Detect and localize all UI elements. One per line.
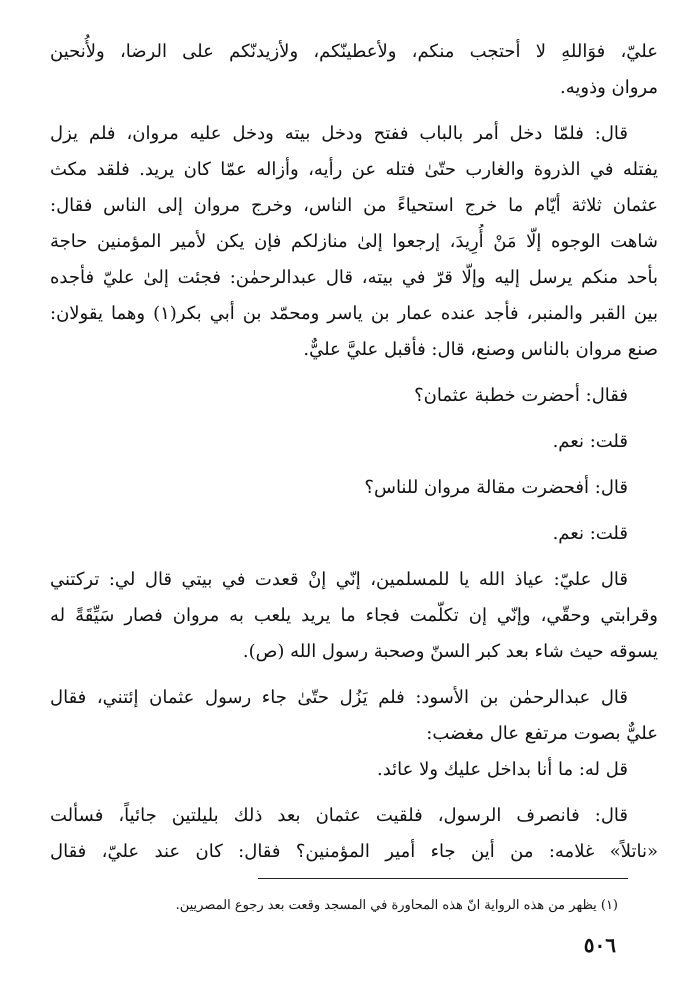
text-line: «ناتلاً» غلامه: من أين جاء أمير المؤمنين؟ فقال: كان عند عليّ، فقال	[50, 841, 658, 862]
text-line: عثمان ثلاثة أيّام ما خرج استحياءً من الناس، وخرج مروان إلى الناس فقال:	[50, 195, 658, 216]
text-line: بأحد منكم يرسل إليه وإلّا قرّ في بيته، قال عبدالرحمٰن: فجئت إلىٰ عليّ فأجده	[50, 267, 658, 288]
text-line: قال عليّ: عياذ الله يا للمسلمين، إنّي إنْ قعدت في بيتي قال لي: تركتني	[50, 569, 628, 590]
text-line: فقال: أحضرت خطبة عثمان؟	[414, 385, 628, 406]
text-line: يسوقه حيث شاء بعد كبر السنّ وصحبة رسول الله (ص).	[242, 641, 658, 662]
text-line: يفتله في الذروة والغارب حتّىٰ فتله عن رأيه، وأزاله عمّا كان يريد. فلقد مكث	[50, 159, 658, 180]
page-number: ٥٠٦	[583, 933, 616, 957]
text-line: عليّ، فوَاللهِ لا أحتجب منكم، ولأعطينّكم، ولأزيدنّكم على الرضا، ولأُنحين	[50, 41, 658, 62]
text-line: صنع مروان بالناس وصنع، قال: فأقبل عليَّ عليٌّ.	[303, 339, 658, 360]
text-line: قال: فانصرف الرسول، فلقيت عثمان بعد ذلك بليلتين جائياً، فسألت	[50, 805, 629, 826]
text-line: بين القبر والمنبر، فأجد عنده عمار بن ياسر ومحمّد بن أبي بكر(١) وهما يقولان:	[50, 303, 658, 324]
text-line: شاهت الوجوه إلّا مَنْ أُرِيدَ، إرجعوا إلىٰ منازلكم فإن يكن لأمير المؤمنين حاجة	[50, 231, 658, 252]
text-line: قلت: نعم.	[552, 431, 628, 452]
footnote: (١) يظهر من هذه الرواية انّ هذه المحاورة في المسجد وقعت بعد رجوع المصريين.	[175, 898, 618, 913]
body-text	[50, 34, 658, 870]
text-line: قال عبدالرحمٰن بن الأسود: فلم يَزُل حتّىٰ جاء رسول عثمان إئتني، فقال	[50, 687, 628, 708]
text-line: قلت: نعم.	[552, 523, 628, 544]
text-line: قل له: ما أنا بداخل عليك ولا عائد.	[377, 759, 628, 780]
text-line: عليٌّ بصوت مرتفع عال مغضب:	[426, 723, 658, 744]
text-line: قال: أفحضرت مقالة مروان للناس؟	[364, 477, 628, 498]
text-line: قال: فلمّا دخل أمر بالباب ففتح ودخل بيته ودخل عليه مروان، فلم يزل	[50, 123, 628, 144]
text-line: مروان وذويه.	[560, 77, 658, 98]
footnote-separator	[258, 878, 628, 879]
text-line: وقرابتي وحقّي، وإنّي إن تكلّمت فجاء ما يريد يلعب به مروان فصار سَيِّقَةً له	[50, 605, 658, 626]
